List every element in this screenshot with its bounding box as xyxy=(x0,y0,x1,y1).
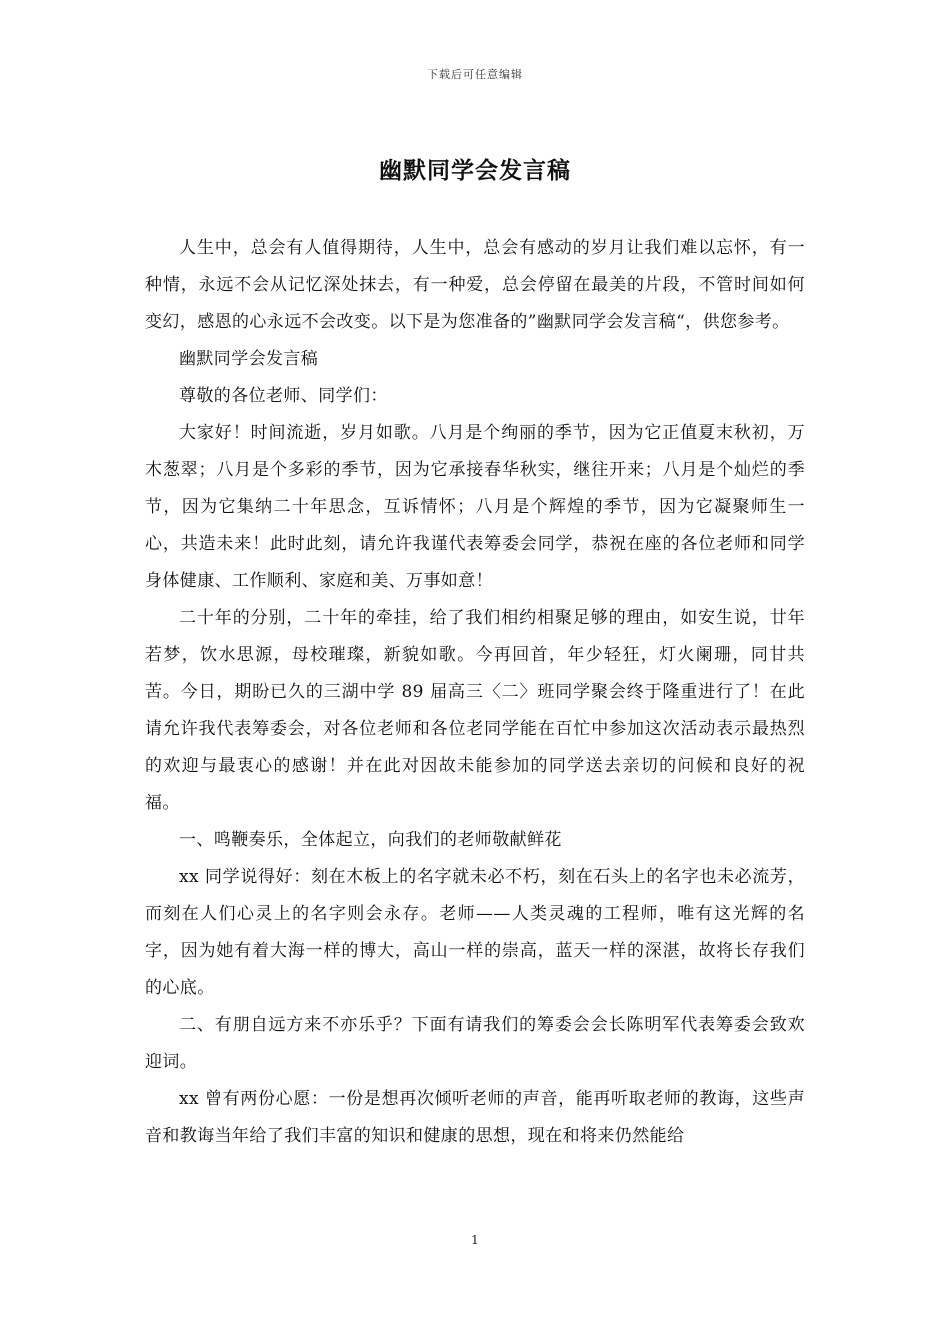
header-note: 下载后可任意编辑 xyxy=(427,68,523,81)
paragraph-teachers: xx 同学说得好：刻在木板上的名字就未必不朽，刻在石头上的名字也未必流芳，而刻在人们心灵上的名字则会永存。老师——人类灵魂的工程师，唯有这光辉的名字，因为她有着大海一样的博大，高山一样的崇高，蓝天一样的深湛，故将长存我们的心底。 xyxy=(145,867,805,998)
paragraph-intro: 人生中，总会有人值得期待，人生中，总会有感动的岁月让我们难以忘怀，有一种情，永远不会从记忆深处抹去，有一种爱，总会停留在最美的片段，不管时间如何变幻，感恩的心永远不会改变。以下是为您准备的”幽默同学会发言稿“，供您参考。 xyxy=(145,238,805,332)
paragraph-greeting: 大家好！时间流逝，岁月如歌。八月是个绚丽的季节，因为它正值夏末秋初，万木葱翠；八月是个多彩的季节，因为它承接春华秋实，继往开来；八月是个灿烂的季节，因为它集纳二十年思念，互诉情怀；八月是个辉煌的季节，因为它凝聚师生一心，共造未来！此时此刻，请允许我谨代表筹委会同学，恭祝在座的各位老师和同学身体健康、工作顺利、家庭和美、万事如意！ xyxy=(145,423,805,591)
document-title: 幽默同学会发言稿 xyxy=(379,157,571,184)
paragraph-section-two: 二、有朋自远方来不亦乐乎？下面有请我们的筹委会会长陈明军代表筹委会致欢迎词。 xyxy=(145,1015,805,1072)
paragraph-section-one: 一、鸣鞭奏乐，全体起立，向我们的老师敬献鲜花 xyxy=(179,830,562,850)
document-body xyxy=(145,230,805,1155)
paragraph-salutation: 尊敬的各位老师、同学们： xyxy=(179,386,388,406)
paragraph-wishes: xx 曾有两份心愿：一份是想再次倾听老师的声音，能再听取老师的教诲，这些声音和教诲当年给了我们丰富的知识和健康的思想，现在和将来仍然能给 xyxy=(145,1089,805,1146)
page-number: 1 xyxy=(471,1233,479,1247)
paragraph-subtitle: 幽默同学会发言稿 xyxy=(179,349,319,369)
paragraph-reunion: 二十年的分别，二十年的牵挂，给了我们相约相聚足够的理由，如安生说，廿年若梦，饮水思源，母校璀璨，新貌如歌。今再回首，年少轻狂，灯火阑珊，同甘共苦。今日，期盼已久的三湖中学 89 届高三〈二〉班同学聚会终于隆重进行了！在此请允许我代表筹委会，对各位老师和各位老同学能在百忙中参加这次活动表示最热烈的欢迎与最衷心的感谢！并在此对因故未能参加的同学送去亲切的问候和良好的祝福。 xyxy=(145,608,805,813)
